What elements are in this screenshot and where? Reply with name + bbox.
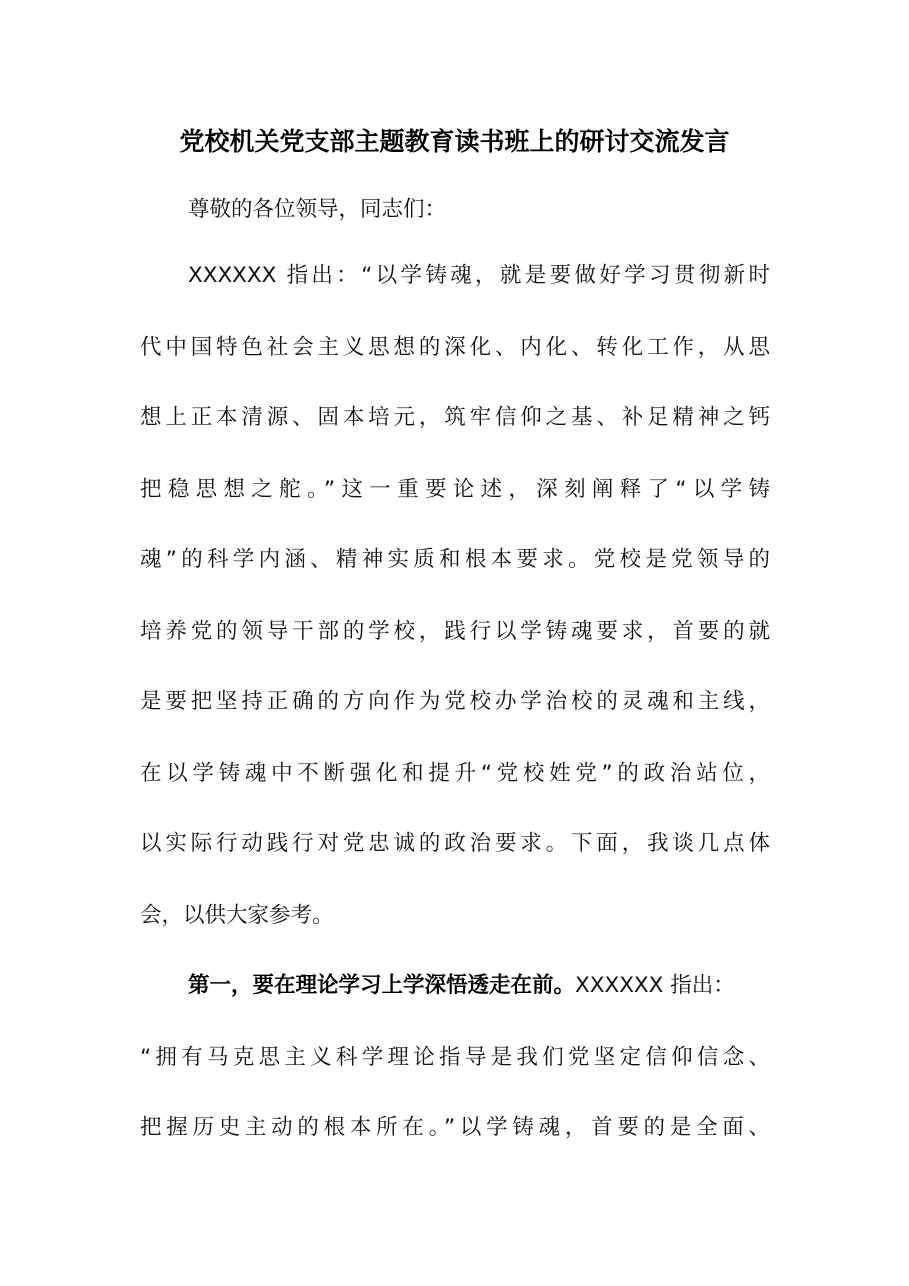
paragraph-line: 是要把坚持正确的方向作为党校办学治校的灵魂和主线， <box>140 689 770 714</box>
section-heading-tail: XXXXXX 指出： <box>575 973 735 998</box>
section-heading: 第一，要在理论学习上学深悟透走在前。 <box>188 973 576 998</box>
paragraph-line: 以实际行动践行对党忠诚的政治要求。下面，我谈几点体 <box>140 831 770 856</box>
paragraph-line: 培养党的领导干部的学校，践行以学铸魂要求，首要的就 <box>140 619 770 644</box>
paragraph-line: 把握历史主动的根本所在。”以学铸魂，首要的是全面、 <box>140 1115 770 1140</box>
paragraph-line: 代中国特色社会主义思想的深化、内化、转化工作，从思 <box>140 335 770 360</box>
paragraph-line: 在以学铸魂中不断强化和提升“党校姓党”的政治站位， <box>140 761 770 786</box>
paragraph-line: 魂”的科学内涵、精神实质和根本要求。党校是党领导的 <box>140 547 770 572</box>
paragraph-line: “拥有马克思主义科学理论指导是我们党坚定信仰信念、 <box>140 1045 770 1070</box>
section-heading-line <box>188 966 788 1006</box>
paragraph-line: XXXXXX 指出：“以学铸魂，就是要做好学习贯彻新时 <box>188 263 770 288</box>
paragraph-line: 把稳思想之舵。”这一重要论述，深刻阐释了“以学铸 <box>140 477 770 502</box>
document-title: 党校机关党支部主题教育读书班上的研讨交流发言 <box>179 127 730 156</box>
salutation: 尊敬的各位领导，同志们： <box>188 197 447 222</box>
paragraph-line: 想上正本清源、固本培元，筑牢信仰之基、补足精神之钙 <box>140 405 770 430</box>
paragraph-line: 会，以供大家参考。 <box>140 903 334 928</box>
